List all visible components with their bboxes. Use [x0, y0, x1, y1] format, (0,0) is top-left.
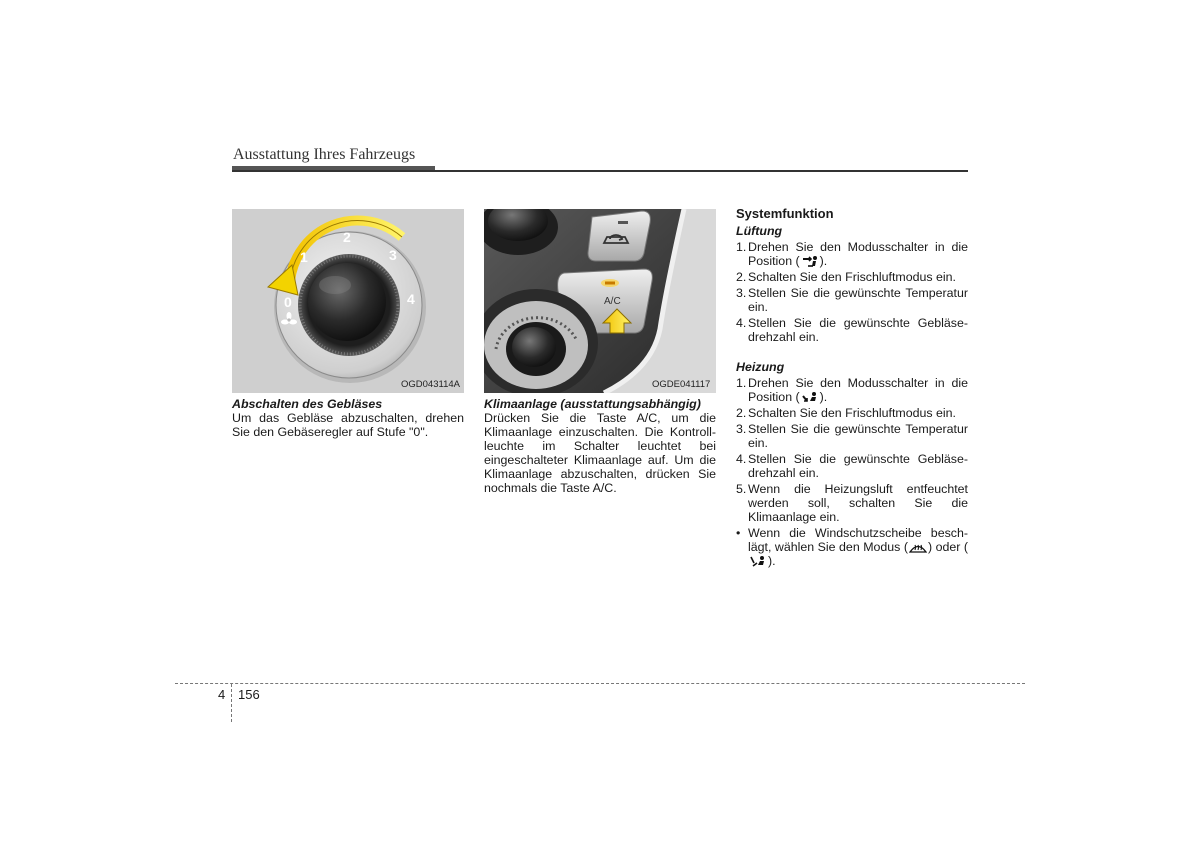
bullet-text-before: Wenn die Windschutzscheibe besch-lägt, wählen Sie den Modus (	[748, 526, 968, 554]
subsection-heading-luftung: Lüftung	[736, 224, 783, 238]
list-text: Stellen Sie die gewünschte Gebläse-drehzahl ein.	[748, 316, 968, 344]
list-item	[736, 406, 968, 420]
list-number: 1.	[736, 240, 747, 254]
dial-label-1: 1	[300, 249, 308, 265]
list-number: 3.	[736, 422, 747, 436]
list-number: 4.	[736, 316, 747, 330]
list-text-after: ).	[819, 254, 828, 268]
dial-label-2: 2	[343, 229, 351, 245]
list-text-before: Drehen Sie den Modusschalter in die Position (	[748, 376, 968, 404]
list-number: 1.	[736, 376, 747, 390]
figure-code: OGDE041117	[652, 379, 711, 390]
ac-button-label: A/C	[604, 296, 621, 307]
ac-indicator-led	[601, 279, 619, 287]
bullet-item	[736, 526, 968, 568]
figure-caption: Klimaanlage (ausstattungsabhängig)	[484, 397, 701, 411]
header-title: Ausstattung Ihres Fahrzeugs	[233, 146, 416, 163]
dial-knob-highlight	[319, 276, 351, 294]
list-text: Schalten Sie den Frischluftmodus ein.	[748, 406, 956, 420]
chapter-number: 4	[218, 687, 226, 702]
dial-knob	[308, 263, 386, 341]
bullet-text-after: ).	[768, 554, 776, 568]
defrost-icon	[909, 541, 927, 554]
list-text: Wenn die Heizungsluft entfeuchtet werden soll, schalten Sie die Klimaanlage ein.	[748, 482, 968, 524]
list-number: 2.	[736, 270, 747, 284]
face-vent-icon	[801, 255, 819, 268]
fan-dial-figure	[232, 209, 464, 393]
list-text	[748, 526, 968, 568]
bullet-mark: •	[736, 526, 741, 540]
list-text	[748, 240, 968, 268]
spacer	[736, 344, 968, 360]
subsection-heading-heizung: Heizung	[736, 360, 785, 374]
list-text: Stellen Sie die gewünschte Gebläse-drehzahl ein.	[748, 452, 968, 480]
figure-code: OGD043114A	[401, 379, 460, 390]
list-text-after: ).	[819, 390, 828, 404]
footer-rule	[175, 683, 1025, 684]
body-paragraph: Drücken Sie die Taste A/C, um die Klimaanlage einzuschalten. Die Kontroll-leuchte im Schalter leuchtet bei eingeschalteter Klimaanlage auf. Um die Klimaanlage abzuschalten, drücken Sie nochmals die Taste A/C.	[484, 411, 716, 495]
list-item	[736, 452, 968, 480]
dial-label-3: 3	[389, 247, 397, 263]
recirculation-led	[618, 221, 628, 224]
list-number: 4.	[736, 452, 747, 466]
header-rule	[232, 170, 968, 172]
column-3	[736, 207, 968, 568]
list-item	[736, 422, 968, 450]
list-number: 5.	[736, 482, 747, 496]
dial-label-0: 0	[284, 294, 292, 310]
list-item	[736, 316, 968, 344]
list-item	[736, 482, 968, 524]
list-number: 3.	[736, 286, 747, 300]
list-text-before: Drehen Sie den Modusschalter in die Position (	[748, 240, 968, 268]
floor-defrost-icon	[749, 555, 767, 568]
list-text: Stellen Sie die gewünschte Temperatur ein.	[748, 286, 968, 314]
temp-knob	[512, 327, 556, 367]
footer-divider	[231, 684, 232, 722]
list-text	[748, 376, 968, 404]
floor-vent-icon	[801, 391, 819, 404]
column-2	[484, 397, 716, 495]
list-text: Schalten Sie den Frischluftmodus ein.	[748, 270, 956, 284]
figure-caption: Abschalten des Gebläses	[232, 397, 383, 411]
list-number: 2.	[736, 406, 747, 420]
column-1	[232, 397, 464, 439]
list-text: Stellen Sie die gewünschte Temperatur ein.	[748, 422, 968, 450]
body-paragraph: Um das Gebläse abzuschalten, drehen Sie den Gebäseregler auf Stufe "0".	[232, 411, 464, 439]
list-item	[736, 286, 968, 314]
ac-panel-figure	[484, 209, 716, 393]
page-number: 156	[238, 687, 260, 702]
fan-dial-illustration	[232, 209, 464, 393]
list-item	[736, 376, 968, 404]
dial-label-4: 4	[407, 291, 415, 307]
ac-panel-illustration	[484, 209, 716, 393]
list-item	[736, 270, 968, 284]
bullet-text-middle: ) oder (	[928, 540, 969, 554]
section-heading: Systemfunktion	[736, 206, 834, 221]
list-item	[736, 240, 968, 268]
